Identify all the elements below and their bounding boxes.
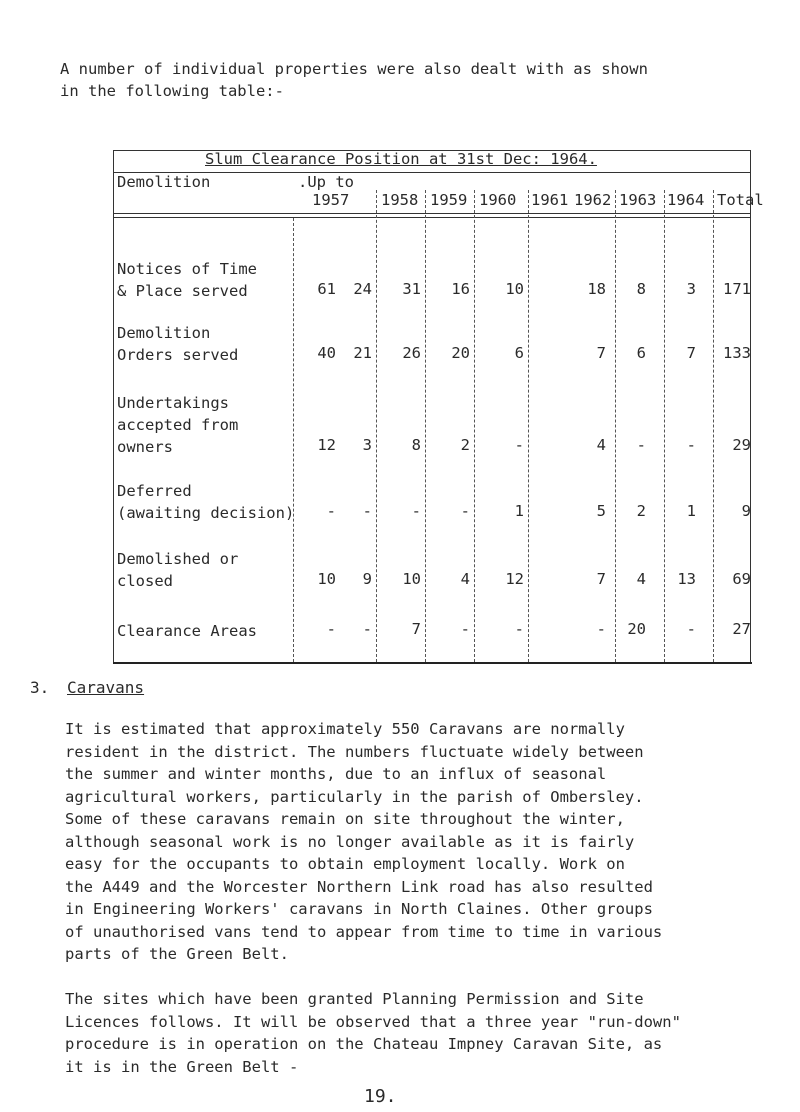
cell: 6 bbox=[514, 344, 524, 362]
header-divider bbox=[113, 213, 750, 214]
header-1962: 1962 bbox=[574, 191, 612, 209]
section-title: Caravans bbox=[67, 678, 145, 697]
col-sep-4 bbox=[474, 190, 475, 662]
table-caption: Slum Clearance Position at 31st Dec: 1964. bbox=[205, 150, 597, 168]
page-number: 19. bbox=[364, 1086, 397, 1107]
col-sep-3 bbox=[425, 190, 426, 662]
cell: - bbox=[686, 436, 696, 454]
cell: 27 bbox=[732, 620, 751, 638]
col-sep-7 bbox=[664, 190, 665, 662]
intro-line-2: in the following table:- bbox=[60, 82, 284, 100]
cell: 20 bbox=[451, 344, 470, 362]
cell: 3 bbox=[362, 436, 372, 454]
col-sep-2 bbox=[376, 190, 377, 662]
cell: 7 bbox=[596, 570, 606, 588]
col-sep-6 bbox=[615, 190, 616, 662]
header-1957: 1957 bbox=[312, 191, 350, 209]
cell: - bbox=[460, 502, 470, 520]
header-1964: 1964 bbox=[667, 191, 705, 209]
cell: - bbox=[636, 436, 646, 454]
cell: 69 bbox=[732, 570, 751, 588]
caravans-paragraph-2: The sites which have been granted Planning Permission and Site Licences follows. It will be observed that a three year "run-down" procedure is in operation on the Chateau Impney Caravan Site, as it is in the Green Belt - bbox=[65, 990, 681, 1076]
cell: 8 bbox=[411, 436, 421, 454]
row-label-deferred: Deferred (awaiting decision) bbox=[117, 482, 295, 522]
cell: 7 bbox=[411, 620, 421, 638]
cell: 12 bbox=[317, 436, 336, 454]
cell: 1 bbox=[514, 502, 524, 520]
cell: 9 bbox=[362, 570, 372, 588]
cell: 4 bbox=[460, 570, 470, 588]
cell: - bbox=[326, 620, 336, 638]
cell: 4 bbox=[596, 436, 606, 454]
row-label-clearance-areas: Clearance Areas bbox=[117, 622, 257, 640]
cell: 2 bbox=[636, 502, 646, 520]
cell: - bbox=[514, 436, 524, 454]
cell: 8 bbox=[636, 280, 646, 298]
header-1958: 1958 bbox=[381, 191, 419, 209]
row-label-demolished: Demolished or closed bbox=[117, 550, 239, 590]
cell: 171 bbox=[723, 280, 751, 298]
header-total: Total bbox=[717, 191, 764, 209]
row-label-notices: Notices of Time & Place served bbox=[117, 260, 257, 300]
header-1961: 1961 bbox=[531, 191, 569, 209]
cell: - bbox=[362, 620, 372, 638]
cell: 7 bbox=[686, 344, 696, 362]
col-sep-8 bbox=[713, 190, 714, 662]
cell: 13 bbox=[677, 570, 696, 588]
header-1960: 1960 bbox=[479, 191, 517, 209]
cell: 29 bbox=[732, 436, 751, 454]
caravans-paragraph-1: It is estimated that approximately 550 Caravans are normally resident in the district. The numbers fluctuate widely between the summer and winter months, due to an influx of seasonal agricultural workers, particularly in the parish of Ombersley. Some of these caravans remain on site throughout the winter, although seasonal work is no longer available as it is fairly easy for the occupants to obtain employment locally. Work on the A449 and the Worcester Northern Link road has also resulted in Engineering Workers' caravans in North Claines. Other groups of unauthorised vans tend to appear from time to time in various parts of the Green Belt. bbox=[65, 720, 663, 963]
section-number: 3. bbox=[30, 678, 50, 697]
cell: 6 bbox=[636, 344, 646, 362]
cell: 20 bbox=[627, 620, 646, 638]
cell: - bbox=[686, 620, 696, 638]
col-sep-5 bbox=[528, 190, 529, 662]
cell: 21 bbox=[353, 344, 372, 362]
cell: - bbox=[514, 620, 524, 638]
cell: 5 bbox=[596, 502, 606, 520]
cell: 3 bbox=[686, 280, 696, 298]
table-bottom-rule bbox=[113, 662, 752, 664]
header-1963: 1963 bbox=[619, 191, 657, 209]
cell: 133 bbox=[723, 344, 751, 362]
intro-line-1: A number of individual properties were also dealt with as shown bbox=[60, 60, 648, 78]
col-sep-left bbox=[113, 150, 114, 662]
row-label-demolition-orders: Demolition Orders served bbox=[117, 324, 239, 364]
cell: 10 bbox=[402, 570, 421, 588]
cell: 16 bbox=[451, 280, 470, 298]
cell: - bbox=[411, 502, 421, 520]
cell: 1 bbox=[686, 502, 696, 520]
cell: 7 bbox=[596, 344, 606, 362]
cell: - bbox=[326, 502, 336, 520]
corner-label: Demolition bbox=[117, 173, 211, 191]
cell: 9 bbox=[741, 502, 751, 520]
header-1959: 1959 bbox=[430, 191, 468, 209]
cell: 12 bbox=[505, 570, 524, 588]
cell: 31 bbox=[402, 280, 421, 298]
cell: 61 bbox=[317, 280, 336, 298]
cell: 24 bbox=[353, 280, 372, 298]
cell: 10 bbox=[505, 280, 524, 298]
header-up-to: .Up to bbox=[298, 173, 354, 191]
cell: 10 bbox=[317, 570, 336, 588]
col-sep-1 bbox=[293, 218, 294, 662]
cell: 4 bbox=[636, 570, 646, 588]
cell: 2 bbox=[460, 436, 470, 454]
cell: 40 bbox=[317, 344, 336, 362]
cell: 26 bbox=[402, 344, 421, 362]
cell: 18 bbox=[587, 280, 606, 298]
row-label-undertakings: Undertakings accepted from owners bbox=[117, 394, 239, 456]
intro-paragraph bbox=[60, 58, 648, 102]
cell: - bbox=[460, 620, 470, 638]
header-divider-2 bbox=[113, 217, 750, 218]
cell: - bbox=[596, 620, 606, 638]
cell: - bbox=[362, 502, 372, 520]
